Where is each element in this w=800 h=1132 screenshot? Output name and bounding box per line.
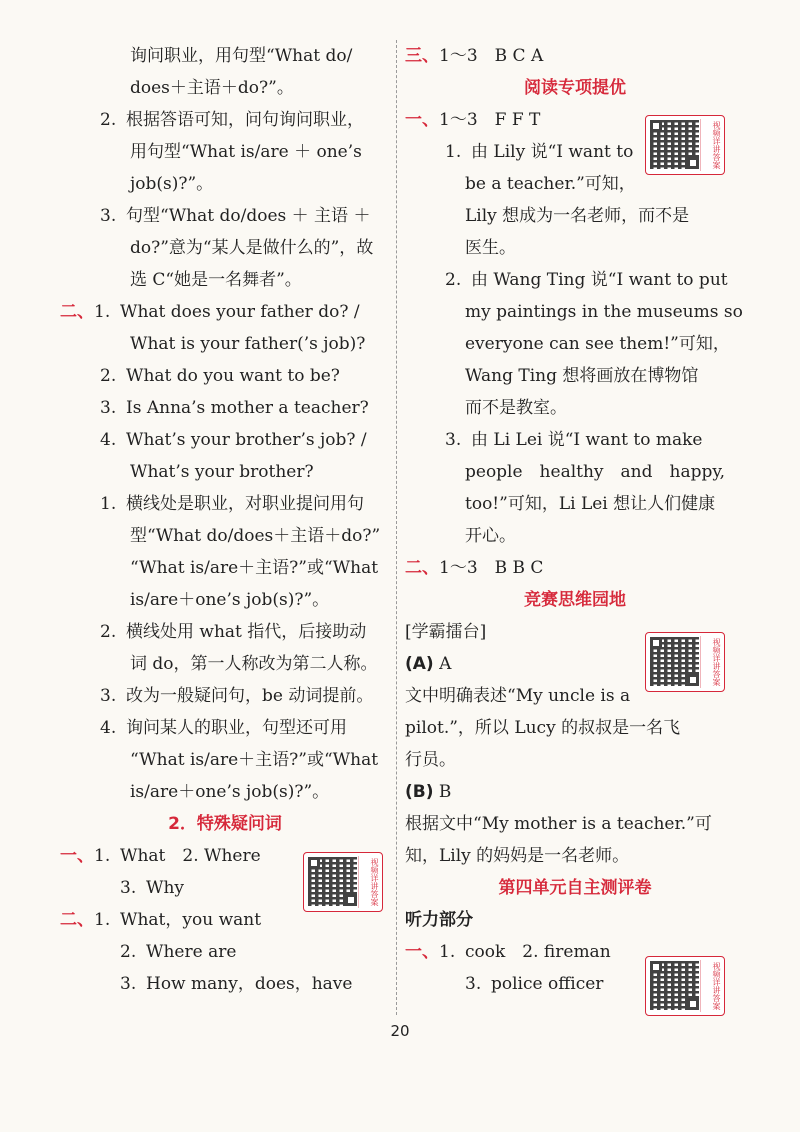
answer-line xyxy=(405,264,745,296)
answer-line xyxy=(60,712,390,744)
answer-text: 选 C“她是一名舞者”。 xyxy=(130,270,302,290)
answer-text: do?”意为“某人是做什么的”，故 xyxy=(130,238,374,258)
answer-text: 1～3 B C A xyxy=(439,46,544,66)
item-number: 3. xyxy=(465,974,482,994)
answer-text: Why xyxy=(146,878,185,898)
answer-line xyxy=(405,744,745,776)
answer-line xyxy=(405,776,745,808)
item-number: 3. xyxy=(100,398,117,418)
section-mark: 二、 xyxy=(60,910,94,930)
answer-line xyxy=(60,40,390,72)
answer-text: 文中明确表述“My uncle is a xyxy=(405,686,631,706)
answer-text: 横线处是职业，对职业提问用句 xyxy=(126,494,364,514)
answer-text: What，you want xyxy=(120,910,262,930)
answer-text: 1～3 F F T xyxy=(439,110,541,130)
section-heading: 2．特殊疑问词 xyxy=(168,814,282,834)
answer-text: job(s)?”。 xyxy=(130,174,214,194)
answer-line xyxy=(60,744,390,776)
answer-text: What 2. Where xyxy=(120,846,261,866)
answer-line xyxy=(405,552,745,584)
answer-line xyxy=(60,680,390,712)
answer-text: B xyxy=(433,782,452,802)
answer-text: my paintings in the museums so xyxy=(465,302,743,322)
answer-line xyxy=(405,488,745,520)
answer-line xyxy=(405,296,745,328)
section-mark: 一、 xyxy=(405,942,439,962)
item-number: 2. xyxy=(100,110,117,130)
answer-text: does＋主语＋do?”。 xyxy=(130,78,294,98)
answer-line xyxy=(60,136,390,168)
answer-text: 由 Lily 说“I want to xyxy=(471,142,634,162)
answer-text: 询问职业，用句型“What do/ xyxy=(130,46,353,66)
answer-text: Is Anna’s mother a teacher? xyxy=(126,398,369,418)
answer-text: police officer xyxy=(491,974,604,994)
subsection-title: 听力部分 xyxy=(405,910,473,930)
answer-line xyxy=(60,72,390,104)
page-number: 20 xyxy=(390,1022,410,1040)
answer-text: 询问某人的职业，句型还可用 xyxy=(126,718,347,738)
qr-code-icon[interactable] xyxy=(303,852,383,912)
answer-line xyxy=(60,552,390,584)
answer-text: pilot.”，所以 Lucy 的叔叔是一名飞 xyxy=(405,718,681,738)
answer-line xyxy=(60,616,390,648)
answer-line xyxy=(405,392,745,424)
answer-line xyxy=(60,968,390,1000)
answer-line xyxy=(60,520,390,552)
answer-line xyxy=(60,392,390,424)
answer-text: 由 Li Lei 说“I want to make xyxy=(471,430,703,450)
qr-code-icon[interactable] xyxy=(645,956,725,1016)
item-number: 1. xyxy=(94,302,111,322)
answer-line xyxy=(60,264,390,296)
answer-line xyxy=(405,840,745,872)
answer-line xyxy=(60,456,390,488)
answer-text: What does your father do? / xyxy=(120,302,360,322)
answer-line xyxy=(405,424,745,456)
answer-text: Lily 想成为一名老师，而不是 xyxy=(465,206,690,226)
answer-line xyxy=(405,328,745,360)
answer-line xyxy=(60,424,390,456)
item-number: 1. xyxy=(439,942,456,962)
answer-text: How many，does，have xyxy=(146,974,353,994)
answer-line xyxy=(60,200,390,232)
answer-line xyxy=(405,904,745,936)
item-number: 3. xyxy=(100,206,117,226)
answer-text: 改为一般疑问句，be 动词提前。 xyxy=(126,686,374,706)
answer-line xyxy=(405,712,745,744)
answer-line xyxy=(60,296,390,328)
part-label: (A) xyxy=(405,654,434,674)
section-mark: 二、 xyxy=(60,302,94,322)
item-number: 4. xyxy=(100,718,117,738)
answer-line xyxy=(60,104,390,136)
answer-text: people healthy and happy, xyxy=(465,462,726,482)
qr-label: 视频详讲答案 xyxy=(358,856,379,908)
qr-label: 视频详讲答案 xyxy=(700,119,721,171)
item-number: 3. xyxy=(120,974,137,994)
answer-text: 1～3 B B C xyxy=(439,558,544,578)
answer-text: What is your father(’s job)? xyxy=(130,334,366,354)
answer-text: What’s your brother’s job? / xyxy=(126,430,367,450)
answer-text: everyone can see them!”可知， xyxy=(465,334,730,354)
answer-text: 句型“What do/does ＋ 主语 ＋ xyxy=(126,206,371,226)
qr-pattern xyxy=(650,961,699,1010)
answer-text: [学霸擂台] xyxy=(405,622,487,642)
item-number: 1. xyxy=(445,142,462,162)
answer-text: “What is/are＋主语?”或“What xyxy=(130,750,379,770)
answer-line xyxy=(60,776,390,808)
answer-line xyxy=(405,456,745,488)
answer-line xyxy=(405,200,745,232)
answer-text: 而不是教室。 xyxy=(465,398,567,418)
part-label: (B) xyxy=(405,782,434,802)
answer-line xyxy=(60,584,390,616)
answer-line xyxy=(60,168,390,200)
answer-line xyxy=(405,808,745,840)
answer-text: 知，Lily 的妈妈是一名老师。 xyxy=(405,846,630,866)
item-number: 2. xyxy=(445,270,462,290)
section-heading: 竞赛思维园地 xyxy=(524,590,626,610)
qr-code-icon[interactable] xyxy=(645,632,725,692)
answer-line xyxy=(405,360,745,392)
section-mark: 一、 xyxy=(405,110,439,130)
column-divider xyxy=(396,40,397,1015)
answer-text: Wang Ting 想将画放在博物馆 xyxy=(465,366,699,386)
section-mark: 一、 xyxy=(60,846,94,866)
answer-line xyxy=(60,328,390,360)
qr-pattern xyxy=(308,857,357,906)
item-number: 1. xyxy=(94,846,111,866)
answer-text: “What is/are＋主语?”或“What xyxy=(130,558,379,578)
answer-text: 型“What do/does＋主语＋do?” xyxy=(130,526,381,546)
answer-text: What do you want to be? xyxy=(126,366,340,386)
answer-line xyxy=(405,520,745,552)
answer-line xyxy=(60,232,390,264)
item-number: 2. xyxy=(100,622,117,642)
answer-line xyxy=(405,232,745,264)
answer-text: What’s your brother? xyxy=(130,462,314,482)
answer-text: 横线处用 what 指代，后接助动 xyxy=(126,622,367,642)
answer-text: 词 do，第一人称改为第二人称。 xyxy=(130,654,378,674)
qr-pattern xyxy=(650,637,699,686)
item-number: 3. xyxy=(120,878,137,898)
section-heading: 阅读专项提优 xyxy=(524,78,626,98)
answer-line xyxy=(405,40,745,72)
answer-line xyxy=(60,360,390,392)
item-number: 4. xyxy=(100,430,117,450)
answer-text: 医生。 xyxy=(465,238,516,258)
answer-text: too!”可知，Li Lei 想让人们健康 xyxy=(465,494,716,514)
answer-text: 根据文中“My mother is a teacher.”可 xyxy=(405,814,712,834)
item-number: 2. xyxy=(120,942,137,962)
answer-text: 由 Wang Ting 说“I want to put xyxy=(471,270,728,290)
section-heading: 第四单元自主测评卷 xyxy=(498,878,652,898)
answer-line xyxy=(60,648,390,680)
answer-line xyxy=(60,488,390,520)
qr-code-icon[interactable] xyxy=(645,115,725,175)
answer-text: Where are xyxy=(146,942,237,962)
item-number: 3. xyxy=(445,430,462,450)
section-mark: 三、 xyxy=(405,46,439,66)
qr-label: 视频详讲答案 xyxy=(700,636,721,688)
answer-text: 根据答语可知，问句询问职业， xyxy=(126,110,364,130)
answer-text: 用句型“What is/are ＋ one’s xyxy=(130,142,362,162)
item-number: 2. xyxy=(100,366,117,386)
item-number: 1. xyxy=(100,494,117,514)
section-mark: 二、 xyxy=(405,558,439,578)
right-column xyxy=(405,40,745,1000)
answer-text: A xyxy=(433,654,452,674)
answer-line xyxy=(60,936,390,968)
answer-text: cook 2. fireman xyxy=(465,942,611,962)
answer-text: is/are＋one’s job(s)?”。 xyxy=(130,590,330,610)
answer-text: 开心。 xyxy=(465,526,516,546)
item-number: 3. xyxy=(100,686,117,706)
answer-text: 行员。 xyxy=(405,750,456,770)
answer-text: be a teacher.”可知， xyxy=(465,174,636,194)
qr-label: 视频详讲答案 xyxy=(700,960,721,1012)
qr-pattern xyxy=(650,120,699,169)
item-number: 1. xyxy=(94,910,111,930)
answer-text: is/are＋one’s job(s)?”。 xyxy=(130,782,330,802)
